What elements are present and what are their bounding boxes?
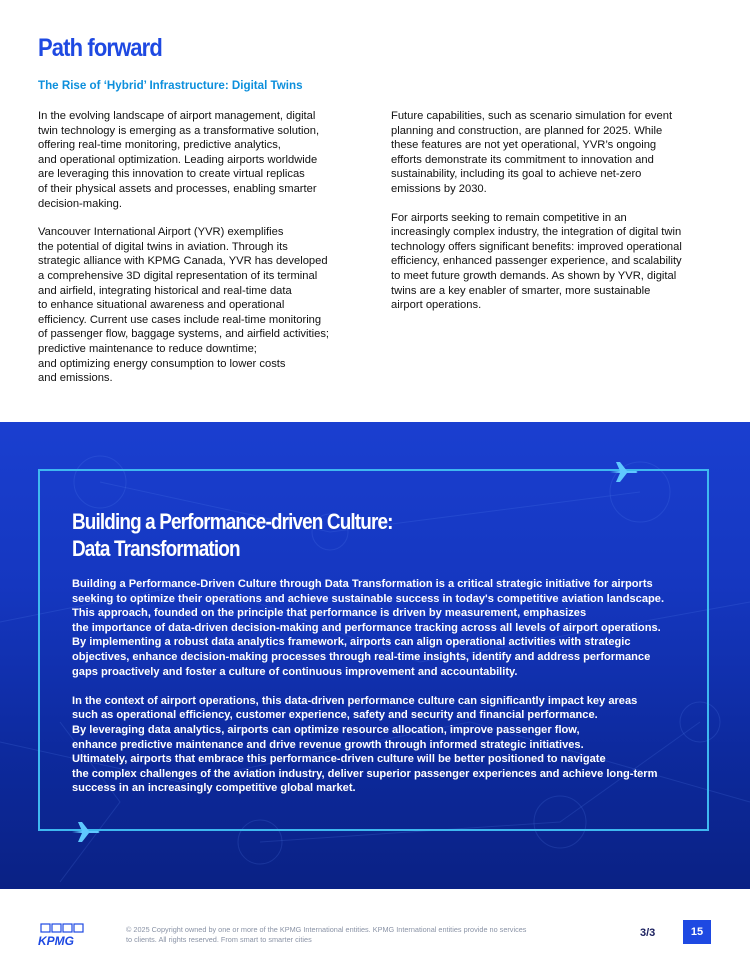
text-line: Ultimately, airports that embrace this performance-driven culture will be better positioned to navigate [72, 753, 606, 766]
text-line: and operational optimization. Leading airports worldwide [38, 153, 318, 166]
text-line: enhance predictive maintenance and drive revenue growth through informed strategic initiatives. [72, 738, 584, 751]
text-line: twins are a key enabler of smarter, more sustainable [391, 284, 651, 297]
text-line: Future capabilities, such as scenario simulation for event [391, 110, 673, 122]
text-line: efficiency, enhanced passenger experience, and scalability [391, 255, 682, 268]
section-indicator: 3/3 [640, 927, 656, 939]
band-text [72, 577, 702, 811]
text-line: twin technology is emerging as a transformative solution, [38, 124, 320, 137]
airplane-icon [608, 456, 640, 488]
text-line: and airfield, integrating historical and real-time data [38, 284, 292, 297]
band-title [72, 508, 393, 562]
paragraph [391, 211, 721, 313]
kpmg-logo [38, 923, 88, 947]
paragraph [391, 109, 721, 197]
text-line: planning and construction, are planned for 2025. While [391, 124, 663, 137]
text-line: This approach, founded on the principle that performance is driven by measurement, emphasizes [72, 607, 587, 620]
text-line: the complex challenges of the aviation industry, deliver superior passenger experiences and achieve long-term [72, 767, 658, 780]
text-line: the importance of data-driven decision-making and performance tracking across all levels of airport operations. [72, 621, 661, 634]
text-line: efficiency. Current use cases include real-time monitoring [38, 313, 322, 326]
text-line: offering real-time monitoring, predictive analytics, [38, 139, 281, 152]
text-line: In the context of airport operations, this data-driven performance culture can significantly impact key areas [72, 694, 638, 707]
text-line: a comprehensive 3D digital representation of its terminal [38, 269, 318, 282]
text-line: these features are not yet operational, YVR’s ongoing [391, 139, 657, 152]
text-line: to meet future growth demands. As shown by YVR, digital [391, 269, 677, 282]
text-line: predictive maintenance to reduce downtime; [38, 342, 257, 355]
right-column [391, 109, 721, 327]
text-line: In the evolving landscape of airport management, digital [38, 110, 316, 122]
text-line: success in an increasingly competitive global market. [72, 782, 356, 795]
copyright-text [126, 925, 546, 945]
page-title: Path forward [38, 34, 162, 62]
paragraph [38, 109, 368, 211]
text-line: strategic alliance with KPMG Canada, YVR has developed [38, 255, 328, 268]
logo-text: KPMG [38, 934, 74, 947]
text-line: gaps proactively and foster a culture of continuous improvement and accountability. [72, 665, 518, 678]
text-line: By leveraging data analytics, airports can optimize resource allocation, improve passenger flow, [72, 723, 580, 736]
text-line: such as operational efficiency, customer experience, safety and security and financial performance. [72, 709, 598, 722]
text-line: airport operations. [391, 299, 482, 312]
text-line: Building a Performance-Driven Culture through Data Transformation is a critical strategic initiative for airports [72, 578, 653, 590]
text-line: and emissions. [38, 372, 113, 385]
airplane-icon [70, 816, 102, 848]
text-line: increasingly complex industry, the integration of digital twin [391, 226, 682, 239]
text-line: For airports seeking to remain competitive in an [391, 211, 627, 224]
text-line: sustainability, including its goal to achieve net-zero [391, 168, 642, 181]
text-line: By implementing a robust data analytics framework, airports can align operational activities with strategic [72, 636, 631, 649]
left-column [38, 109, 368, 400]
section-subtitle: The Rise of ‘Hybrid’ Infrastructure: Digital Twins [38, 79, 303, 92]
text-line: and optimizing energy consumption to lower costs [38, 357, 286, 370]
text-line: of their physical assets and processes, enabling smarter [38, 182, 317, 195]
text-line: the potential of digital twins in aviation. Through its [38, 240, 288, 253]
band-title-line: Building a Performance-driven Culture: [72, 509, 393, 534]
text-line: are leveraging this innovation to create virtual replicas [38, 168, 305, 181]
text-line: Vancouver International Airport (YVR) exemplifies [38, 226, 284, 239]
page-number: 15 [683, 920, 711, 944]
paragraph [72, 694, 702, 796]
text-line: emissions by 2030. [391, 182, 487, 195]
text-line: seeking to optimize their operations and achieve sustainable success in today's competitive aviation landscape. [72, 592, 665, 605]
copyright-line: © 2025 Copyright owned by one or more of the KPMG International entities. KPMG International entities provide no services [126, 925, 527, 934]
paragraph [72, 577, 702, 679]
text-line: decision-making. [38, 197, 122, 210]
text-line: to enhance situational awareness and operational [38, 299, 285, 312]
text-line: of passenger flow, baggage systems, and airfield activities; [38, 328, 330, 341]
text-line: technology offers significant benefits: improved operational [391, 240, 682, 253]
paragraph [38, 225, 368, 386]
band-title-line: Data Transformation [72, 536, 240, 561]
copyright-line: to clients. All rights reserved. From smart to smarter cities [126, 935, 312, 944]
text-line: efforts demonstrate its commitment to innovation and [391, 153, 654, 166]
text-line: objectives, enhance decision-making processes through real-time insights, identify and address performance [72, 650, 651, 663]
